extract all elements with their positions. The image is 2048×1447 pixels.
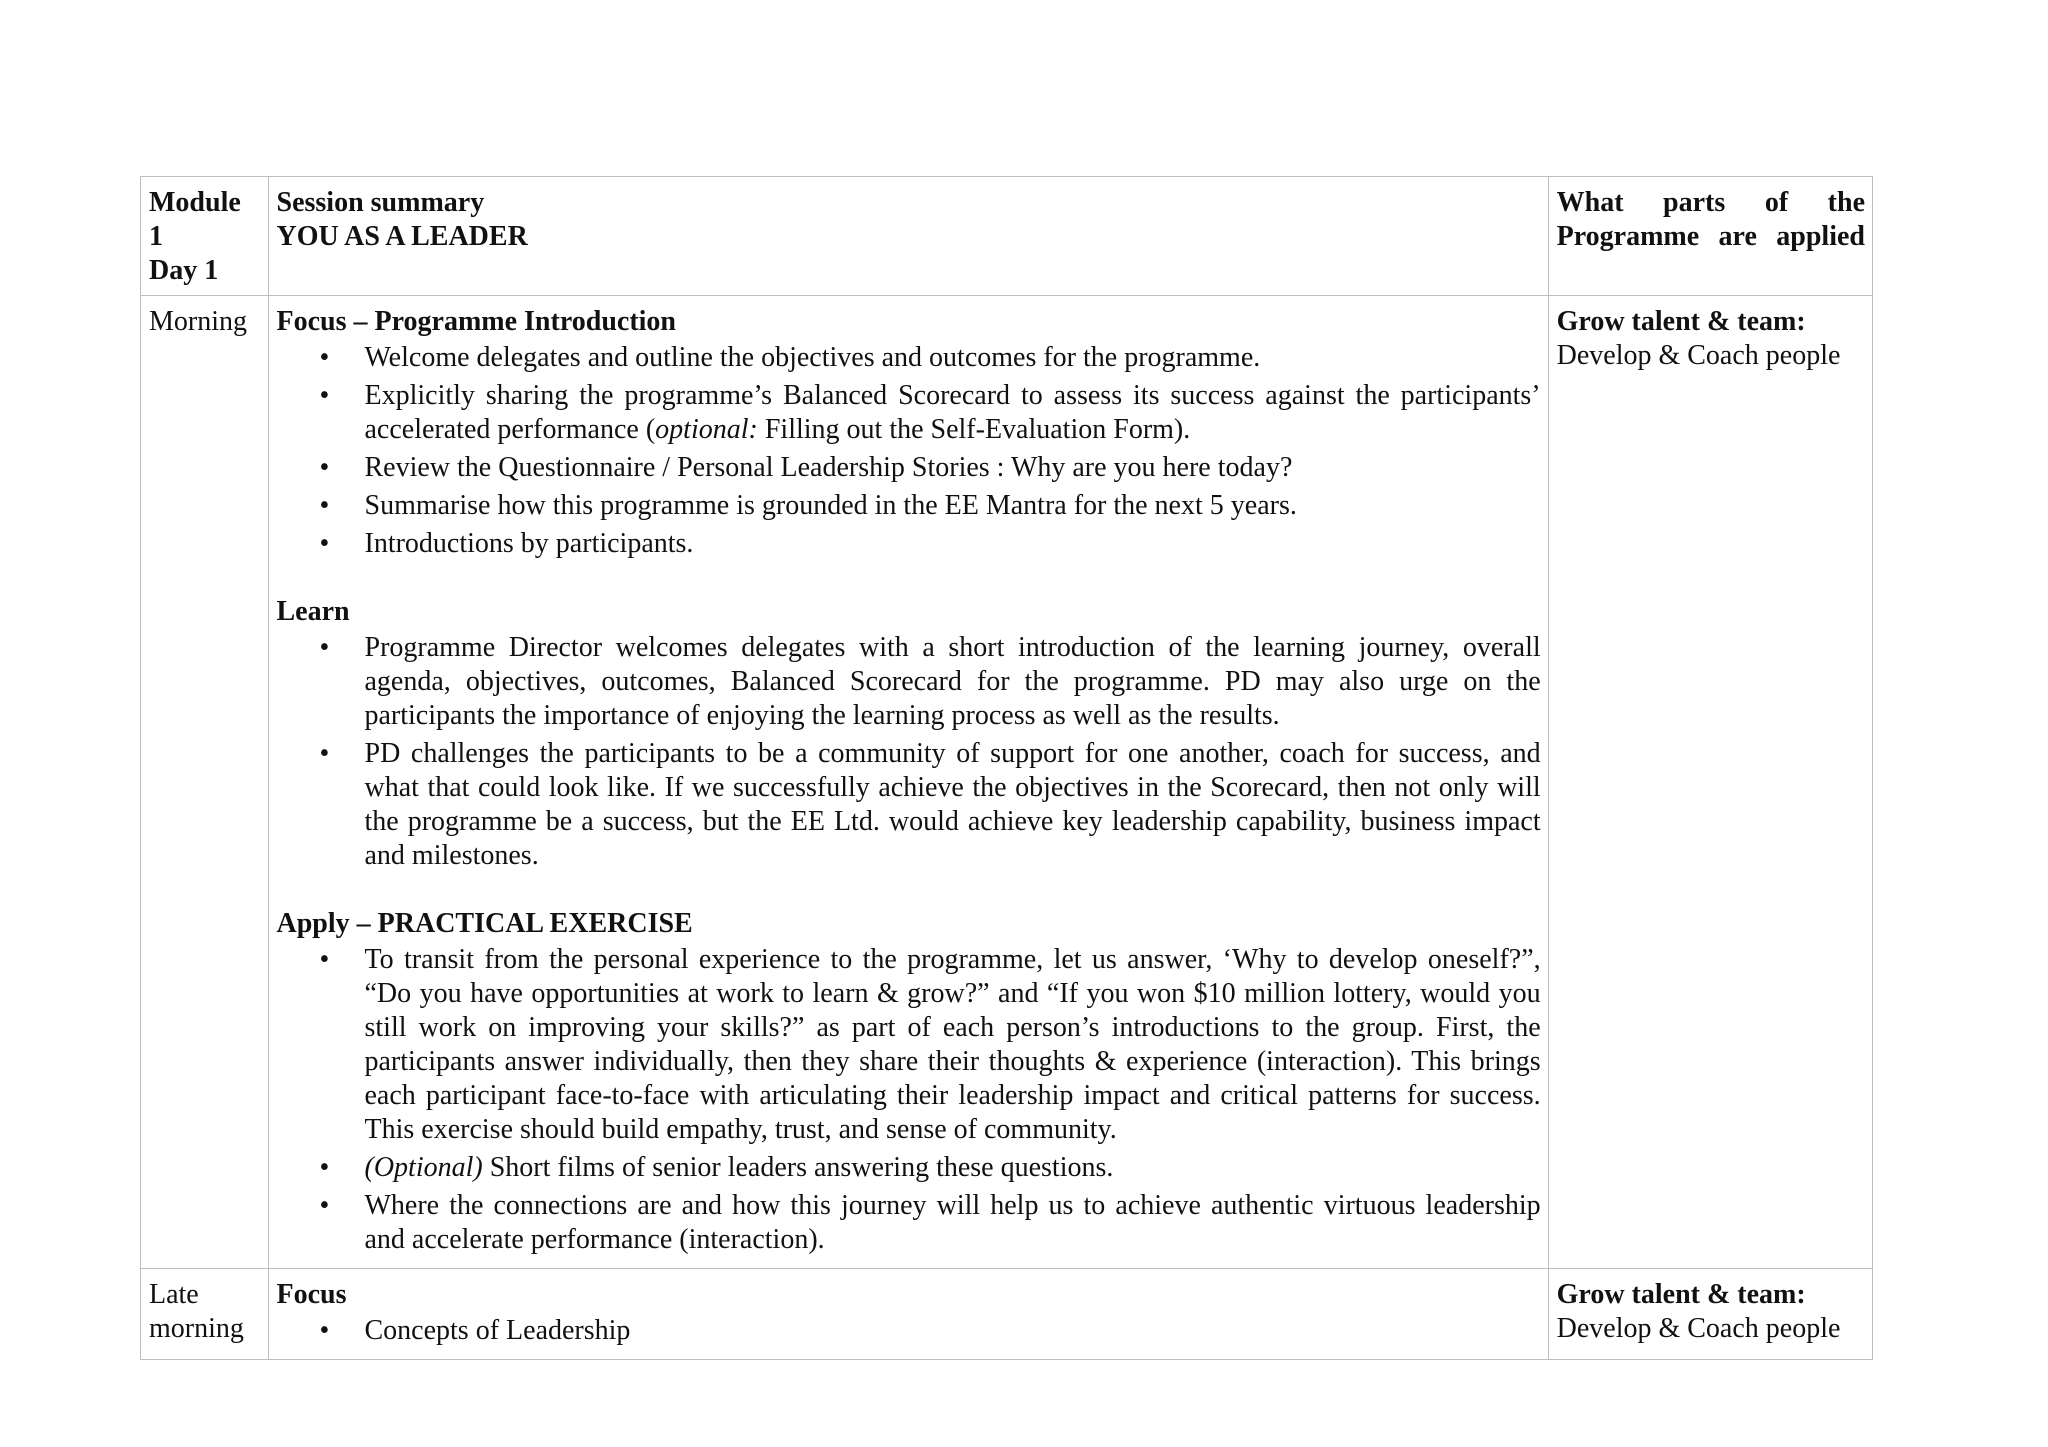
applied-heading: Grow talent & team: bbox=[1556, 306, 1806, 337]
applied-text: Develop & Coach people bbox=[1556, 1313, 1841, 1344]
late-morning-row bbox=[141, 1269, 1873, 1360]
header-row bbox=[141, 177, 1873, 296]
list-item: • PD challenges the participants to be a community of support for one another, coach for success, and what that could look like. If we successfully achieve the objectives in the Scorecard, then not only will the programme be a success, but the EE Ltd. would achieve key leadership capability, business impact and milestones. bbox=[365, 737, 1541, 873]
day-label: Day 1 bbox=[149, 255, 219, 286]
apply-bullet-list bbox=[277, 943, 1541, 1257]
list-item-text: Explicitly sharing the programme’s Balanced Scorecard to assess its success against the participants’ accelerated performance ( bbox=[364, 380, 1541, 445]
session-summary-label: Session summary bbox=[276, 187, 485, 218]
session-title: YOU AS A LEADER bbox=[276, 221, 528, 252]
morning-time-cell bbox=[141, 296, 269, 1269]
focus-heading: Focus bbox=[276, 1279, 347, 1310]
list-item: • Introductions by participants. bbox=[365, 527, 1541, 561]
morning-summary-cell bbox=[268, 296, 1548, 1269]
list-item-italic-text: (Optional) bbox=[364, 1152, 483, 1183]
learn-heading: Learn bbox=[276, 596, 350, 627]
time-label: Morning bbox=[149, 306, 247, 337]
module-day-cell bbox=[141, 177, 269, 296]
list-item: • Welcome delegates and outline the objectives and outcomes for the programme. bbox=[365, 341, 1541, 375]
list-item: • To transit from the personal experience to the programme, let us answer, ‘Why to develop oneself?”, “Do you have opportunities at work to learn & grow?” and “If you won $10 million lottery, would you still work on improving your skills?” as part of each person’s introductions to the group. First, the participants answer individually, then they share their thoughts & experience (interaction). This brings each participant face-to-face with articulating their leadership impact and critical patterns for success. This exercise should build empathy, trust, and sense of community. bbox=[365, 943, 1541, 1147]
list-item bbox=[365, 379, 1541, 447]
learn-bullet-list bbox=[277, 631, 1541, 873]
focus-bullet-list bbox=[277, 1314, 1541, 1348]
focus-bullet-list bbox=[277, 341, 1541, 561]
list-item: • Programme Director welcomes delegates with a short introduction of the learning journey, overall agenda, objectives, outcomes, Balanced Scorecard for the programme. PD may also urge on the participants the importance of enjoying the learning process as well as the results. bbox=[365, 631, 1541, 733]
module-label: Module 1 bbox=[149, 187, 241, 252]
late-morning-applied-cell bbox=[1548, 1269, 1872, 1360]
apply-heading: Apply – PRACTICAL EXERCISE bbox=[276, 908, 693, 939]
list-item-italic-text: optional: bbox=[655, 414, 758, 445]
list-item-text: Short films of senior leaders answering these questions. bbox=[482, 1152, 1114, 1183]
applied-heading: Grow talent & team: bbox=[1556, 1279, 1806, 1310]
morning-row bbox=[141, 296, 1873, 1269]
applied-text: Develop & Coach people bbox=[1556, 340, 1841, 371]
late-morning-summary-cell bbox=[268, 1269, 1548, 1360]
list-item bbox=[365, 1151, 1541, 1185]
list-item: • Summarise how this programme is grounded in the EE Mantra for the next 5 years. bbox=[365, 489, 1541, 523]
list-item: • Concepts of Leadership bbox=[365, 1314, 1541, 1348]
morning-applied-cell bbox=[1548, 296, 1872, 1269]
applied-header-cell bbox=[1548, 177, 1872, 296]
applied-header-label: What parts of the Programme are applied bbox=[1556, 187, 1865, 252]
list-item: • Where the connections are and how this journey will help us to achieve authentic virtuous leadership and accelerate performance (interaction). bbox=[365, 1189, 1541, 1257]
list-item-text: Filling out the Self-Evaluation Form). bbox=[757, 414, 1191, 445]
session-summary-header-cell bbox=[268, 177, 1548, 296]
focus-heading: Focus – Programme Introduction bbox=[276, 306, 676, 337]
late-morning-time-cell bbox=[141, 1269, 269, 1360]
list-item: • Review the Questionnaire / Personal Leadership Stories : Why are you here today? bbox=[365, 451, 1541, 485]
session-table bbox=[140, 176, 1873, 1360]
time-label-line1: Late bbox=[149, 1279, 199, 1310]
time-label-line2: morning bbox=[149, 1313, 244, 1344]
